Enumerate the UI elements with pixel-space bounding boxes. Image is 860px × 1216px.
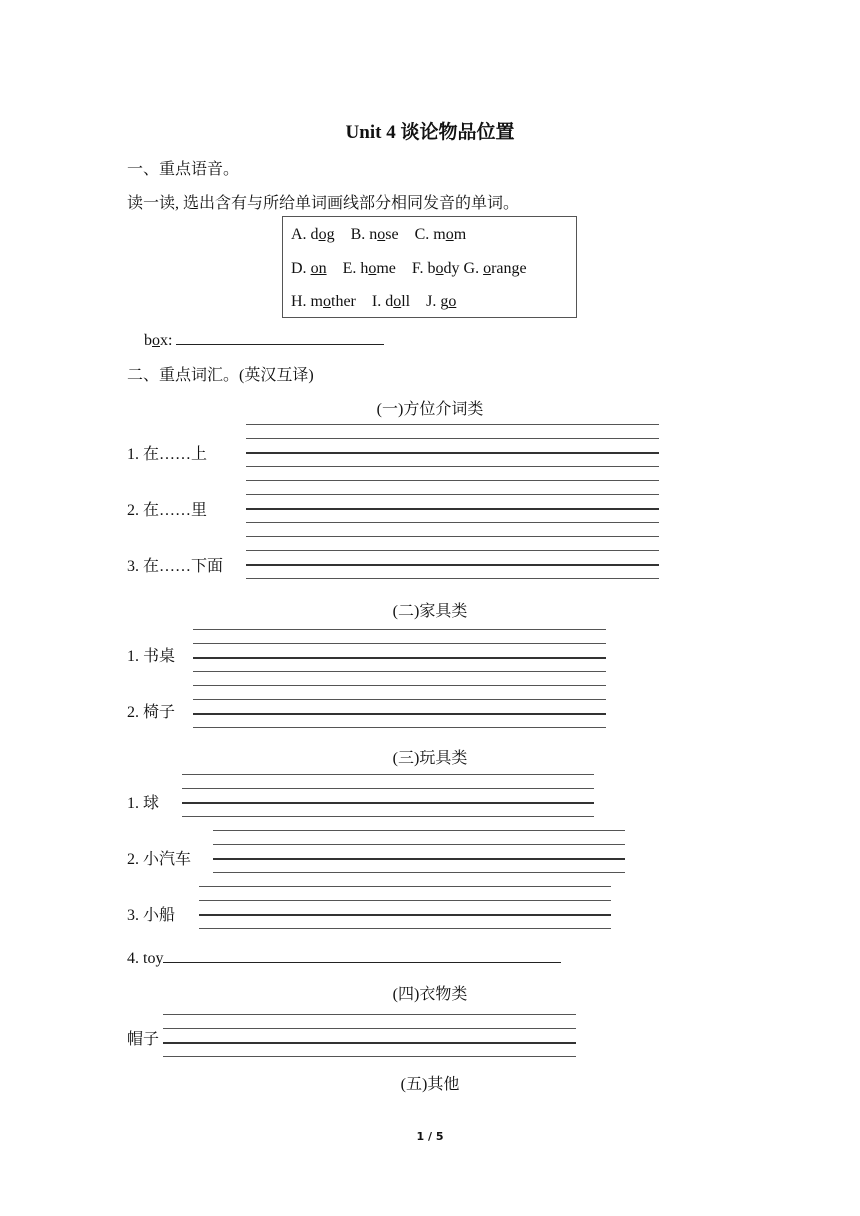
cat1-title: (一)方位介词类 (376, 401, 484, 418)
answer-blank[interactable] (176, 330, 384, 345)
writing-lines-3[interactable] (246, 536, 659, 580)
cat2-title: (二)家具类 (392, 603, 468, 620)
options-row-1 (291, 226, 466, 244)
option-a: A. dog (291, 226, 335, 243)
options-box (282, 216, 577, 318)
box-prompt: box: (144, 330, 384, 350)
cat1-item-1: 1. 在……上 (127, 446, 208, 463)
writing-lines-6[interactable] (182, 774, 594, 818)
cat2-item-2: 2. 椅子 (127, 704, 176, 721)
cat5-title: (五)其他 (400, 1076, 460, 1093)
option-g: G. orange (463, 260, 527, 277)
page-title: Unit 4 谈论物品位置 (345, 122, 515, 143)
cat3-item-2: 2. 小汽车 (127, 851, 192, 868)
section1-heading: 一、重点语音。 (127, 161, 240, 178)
writing-lines-4[interactable] (193, 629, 606, 673)
writing-lines-9[interactable] (163, 1014, 576, 1058)
option-d: D. on (291, 260, 327, 277)
option-e: E. home (342, 260, 396, 277)
option-c: C. mom (414, 226, 467, 243)
cat3-title: (三)玩具类 (392, 750, 468, 767)
toy-answer-blank[interactable] (163, 948, 561, 963)
cat3-item-1: 1. 球 (127, 795, 160, 812)
option-i: I. doll (371, 293, 411, 310)
option-f: F. body (411, 260, 460, 277)
option-b: B. nose (350, 226, 399, 243)
cat1-item-2: 2. 在……里 (127, 502, 208, 519)
writing-lines-1[interactable] (246, 424, 659, 468)
options-row-3 (291, 293, 456, 311)
cat1-item-3: 3. 在……下面 (127, 558, 224, 575)
page-number: 1 / 5 (416, 1130, 444, 1143)
option-j: J. go (426, 293, 457, 310)
option-h: H. mother (291, 293, 356, 310)
section1-instruction: 读一读, 选出含有与所给单词画线部分相同发音的单词。 (127, 195, 520, 212)
cat3-toy-item: 4. toy (127, 948, 561, 968)
writing-lines-8[interactable] (199, 886, 611, 930)
section2-heading: 二、重点词汇。(英汉互译) (127, 367, 314, 384)
writing-lines-5[interactable] (193, 685, 606, 729)
cat4-title: (四)衣物类 (392, 986, 468, 1003)
cat3-item-3: 3. 小船 (127, 907, 176, 924)
writing-lines-2[interactable] (246, 480, 659, 524)
cat4-item-1: 帽子 (127, 1031, 160, 1048)
cat2-item-1: 1. 书桌 (127, 648, 176, 665)
writing-lines-7[interactable] (213, 830, 625, 874)
options-row-2 (291, 260, 527, 278)
